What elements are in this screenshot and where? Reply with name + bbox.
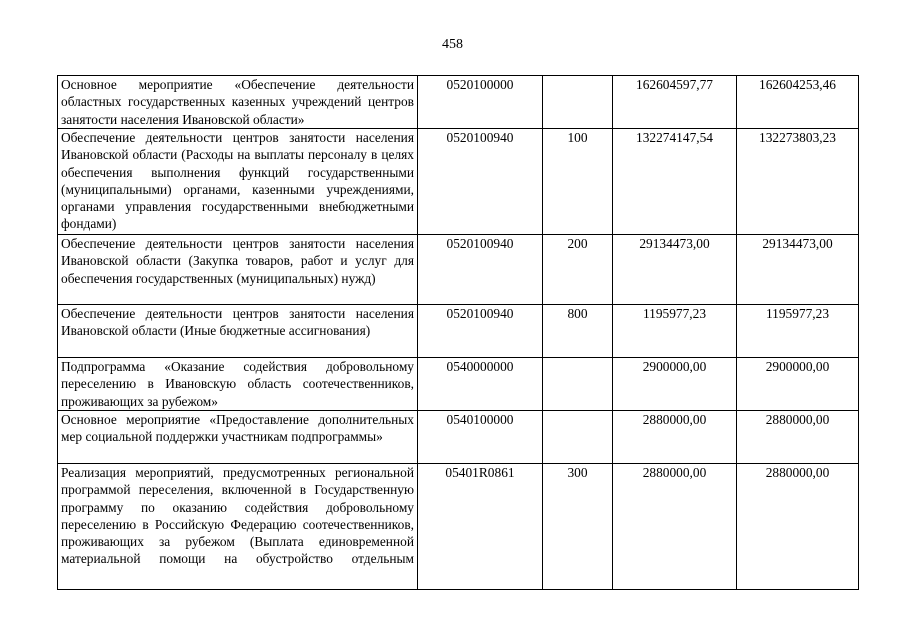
row-amount-1: 132274147,54 (613, 129, 737, 235)
row-amount-2: 1195977,23 (737, 305, 859, 358)
row-amount-2: 132273803,23 (737, 129, 859, 235)
row-amount-2: 2900000,00 (737, 358, 859, 411)
row-description: Подпрограмма «Оказание содействия добровольному переселению в Ивановскую область соотечественников, проживающих за рубежом» (58, 358, 418, 411)
table-row (58, 129, 859, 235)
row-description: Обеспечение деятельности центров занятости населения Ивановской области (Иные бюджетные ассигнования) (58, 305, 418, 358)
page-number: 458 (442, 37, 463, 52)
row-expense-type: 300 (543, 464, 613, 590)
row-amount-2: 2880000,00 (737, 464, 859, 590)
row-target-code: 0520100000 (418, 76, 543, 129)
row-amount-1: 2880000,00 (613, 464, 737, 590)
row-target-code: 0520100940 (418, 235, 543, 305)
row-expense-type: 200 (543, 235, 613, 305)
row-expense-type: 100 (543, 129, 613, 235)
row-target-code: 0540100000 (418, 411, 543, 464)
row-description: Обеспечение деятельности центров занятости населения Ивановской области (Закупка товаров, работ и услуг для обеспечения государственных (муниципальных) нужд) (58, 235, 418, 305)
row-amount-1: 2900000,00 (613, 358, 737, 411)
row-target-code: 0520100940 (418, 305, 543, 358)
row-expense-type: 800 (543, 305, 613, 358)
row-amount-2: 162604253,46 (737, 76, 859, 129)
row-target-code: 0540000000 (418, 358, 543, 411)
table-row (58, 411, 859, 464)
row-description: Основное мероприятие «Обеспечение деятельности областных государственных казенных учреждений центров занятости населения Ивановской области» (58, 76, 418, 129)
row-amount-1: 29134473,00 (613, 235, 737, 305)
row-description: Обеспечение деятельности центров занятости населения Ивановской области (Расходы на выплаты персоналу в целях обеспечения выполнения функций государственными (муниципальными) органами, казенными учреждениями, органами управления государственными внебюджетными фондами) (58, 129, 418, 235)
row-amount-1: 162604597,77 (613, 76, 737, 129)
row-description: Реализация мероприятий, предусмотренных региональной программой переселения, включенной в Государственную программу по оказанию содействия добровольному переселению в Российскую Федерацию соотечественников, проживающих за рубежом (Выплата единовременной материальной помощи на обустройство отдельным (58, 464, 418, 590)
table-row (58, 76, 859, 129)
row-target-code: 0520100940 (418, 129, 543, 235)
table-row (58, 235, 859, 305)
row-amount-2: 2880000,00 (737, 411, 859, 464)
row-amount-1: 2880000,00 (613, 411, 737, 464)
row-expense-type (543, 76, 613, 129)
budget-table (57, 75, 859, 590)
row-target-code: 05401R0861 (418, 464, 543, 590)
table-row (58, 464, 859, 590)
row-expense-type (543, 411, 613, 464)
row-amount-1: 1195977,23 (613, 305, 737, 358)
row-amount-2: 29134473,00 (737, 235, 859, 305)
row-description: Основное мероприятие «Предоставление дополнительных мер социальной поддержки участникам подпрограммы» (58, 411, 418, 464)
table-row (58, 358, 859, 411)
row-expense-type (543, 358, 613, 411)
table-row (58, 305, 859, 358)
